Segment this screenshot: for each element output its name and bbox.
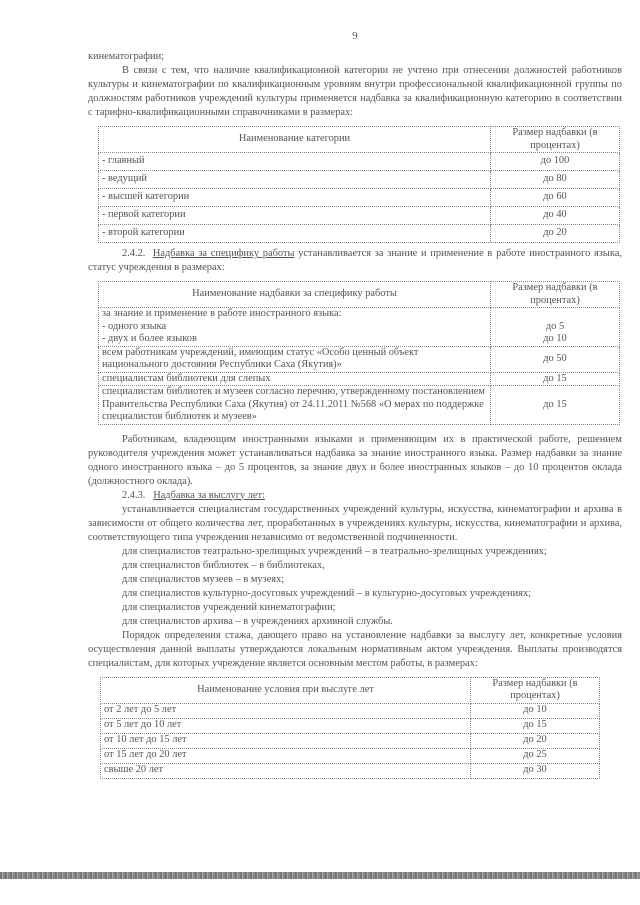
- cell-value: до 15: [491, 372, 620, 386]
- cell-value: до 15: [471, 718, 600, 733]
- paragraph-seniority: Порядок определения стажа, дающего право на установление надбавки за выслугу лет, конкретные условия осуществления данной выплаты утверждаются локальным нормативным актом учреждения. Выплаты производятся специалистам, для которых учреждение является основным местом работы, в размерах:: [88, 629, 622, 669]
- cell-name: - первой категории: [99, 207, 491, 225]
- cell-value: до 100: [491, 153, 620, 171]
- section-number: 2.4.2.: [122, 248, 146, 259]
- cell-value: до 25: [471, 748, 600, 763]
- cell-line: за знание и применение в работе иностранного языка:: [102, 308, 342, 319]
- cell-line: до 5: [545, 320, 565, 332]
- table-header: Размер надбавки (в процентах): [471, 677, 600, 703]
- cell-value: до 10: [471, 703, 600, 718]
- table-header: Размер надбавки (в процентах): [491, 282, 620, 308]
- list-item: для специалистов театрально-зрелищных учреждений – в театрально-зрелищных учреждениях;: [122, 545, 547, 557]
- paragraph-languages: Работникам, владеющим иностранными языками и применяющим их в практической работе, решением руководителя учреждения может устанавливаться надбавка за знание иностранного языка. Размер надбавки за знание одного иностранного языка – до 5 процентов, за знание двух и более иностранных языков – до 10 процентов оклада (должностного оклада).: [88, 433, 622, 487]
- section-text: устанавливается за знание и применение в работе иностранного языка, статус учреждения в размерах:: [88, 248, 622, 273]
- cell-name: [99, 308, 491, 347]
- cell-name: от 2 лет до 5 лет: [101, 703, 471, 718]
- section-title: Надбавка за выслугу лет:: [153, 489, 265, 501]
- cell-name: от 10 лет до 15 лет: [101, 733, 471, 748]
- table-row: [99, 386, 620, 425]
- table-row: [99, 346, 620, 372]
- table-header: Наименование надбавки за специфику работы: [99, 282, 491, 308]
- cell-value: до 40: [491, 207, 620, 225]
- cell-value: до 50: [491, 346, 620, 372]
- seniority-table: [100, 677, 600, 779]
- section-number: 2.4.3.: [122, 489, 146, 501]
- table-row: [99, 308, 620, 347]
- table-row: [99, 171, 620, 189]
- cell-name: - высшей категории: [99, 189, 491, 207]
- cell-value: до 30: [471, 763, 600, 778]
- table-row: [99, 153, 620, 171]
- section-2-4-3: [88, 489, 622, 503]
- cell-value: до 60: [491, 189, 620, 207]
- cell-name: свыше 20 лет: [101, 763, 471, 778]
- section-text: устанавливается специалистам государственных учреждений культуры, искусства, кинематографии и архива в зависимости от общего количества лет, проработанных в учреждениях культуры, искусства, кинематографии и архива, соответствующего типа учреждения независимо от ведомственной подчиненности.: [88, 503, 622, 543]
- table-header: Наименование категории: [99, 127, 491, 153]
- scan-edge-band: [0, 872, 640, 879]
- table-row: [101, 718, 600, 733]
- table-row: [101, 703, 600, 718]
- cell-name: специалистам библиотек и музеев согласно перечню, утвержденному постановлением Правительства Республики Саха (Якутия) от 24.11.2011 №568 «О мерах по поддержке специалистов библиотек и музеев»: [99, 386, 491, 425]
- cell-value: до 20: [471, 733, 600, 748]
- cell-value: до 15: [491, 386, 620, 425]
- page-number: 9: [352, 30, 358, 42]
- list-item: для специалистов библиотек – в библиотеках,: [122, 559, 325, 571]
- cell-value: до 80: [491, 171, 620, 189]
- paragraph-qualification: В связи с тем, что наличие квалификационной категории не учтено при отнесении должностей работников культуры и кинематографии по квалификационным уровням внутри профессиональной квалификационной группы по должностям работников учреждений культуры применяется надбавка за квалификационную категорию в соответствии с тарифно-квалификационными справочниками в размерах:: [88, 65, 622, 118]
- table-row: [101, 748, 600, 763]
- table-row: [101, 763, 600, 778]
- specifics-table: [98, 281, 620, 425]
- intro-line: кинематографии;: [88, 51, 165, 62]
- table-row: [99, 189, 620, 207]
- table-header: Размер надбавки (в процентах): [491, 127, 620, 153]
- cell-name: - второй категории: [99, 225, 491, 243]
- list-item: для специалистов музеев – в музеях;: [122, 573, 285, 585]
- list-item: для специалистов архива – в учреждениях архивной службы.: [122, 615, 393, 627]
- cell-name: от 5 лет до 10 лет: [101, 718, 471, 733]
- cell-name: специалистам библиотеки для слепых: [99, 372, 491, 386]
- cell-line: - одного языка: [102, 320, 167, 332]
- list-item: для специалистов учреждений кинематографии;: [122, 601, 336, 613]
- cell-line: - двух и более языков: [102, 333, 197, 344]
- table-row: [99, 207, 620, 225]
- table-header: Наименование условия при выслуге лет: [101, 677, 471, 703]
- cell-value: [491, 308, 620, 347]
- cell-name: - главный: [99, 153, 491, 171]
- table-row: [99, 372, 620, 386]
- section-title: Надбавка за специфику работы: [152, 248, 295, 259]
- cell-value: до 20: [491, 225, 620, 243]
- cell-name: всем работникам учреждений, имеющим статус «Особо ценный объект национального достояния Республики Саха (Якутия)»: [99, 346, 491, 372]
- document-page: [88, 30, 622, 783]
- table-row: [101, 733, 600, 748]
- cell-line: до 10: [543, 333, 567, 344]
- category-table: [98, 126, 620, 243]
- cell-name: от 15 лет до 20 лет: [101, 748, 471, 763]
- table-row: [99, 225, 620, 243]
- cell-name: - ведущий: [99, 171, 491, 189]
- section-2-4-2: [88, 247, 622, 275]
- list-item: для специалистов культурно-досуговых учреждений – в культурно-досуговых учреждениях;: [122, 587, 532, 599]
